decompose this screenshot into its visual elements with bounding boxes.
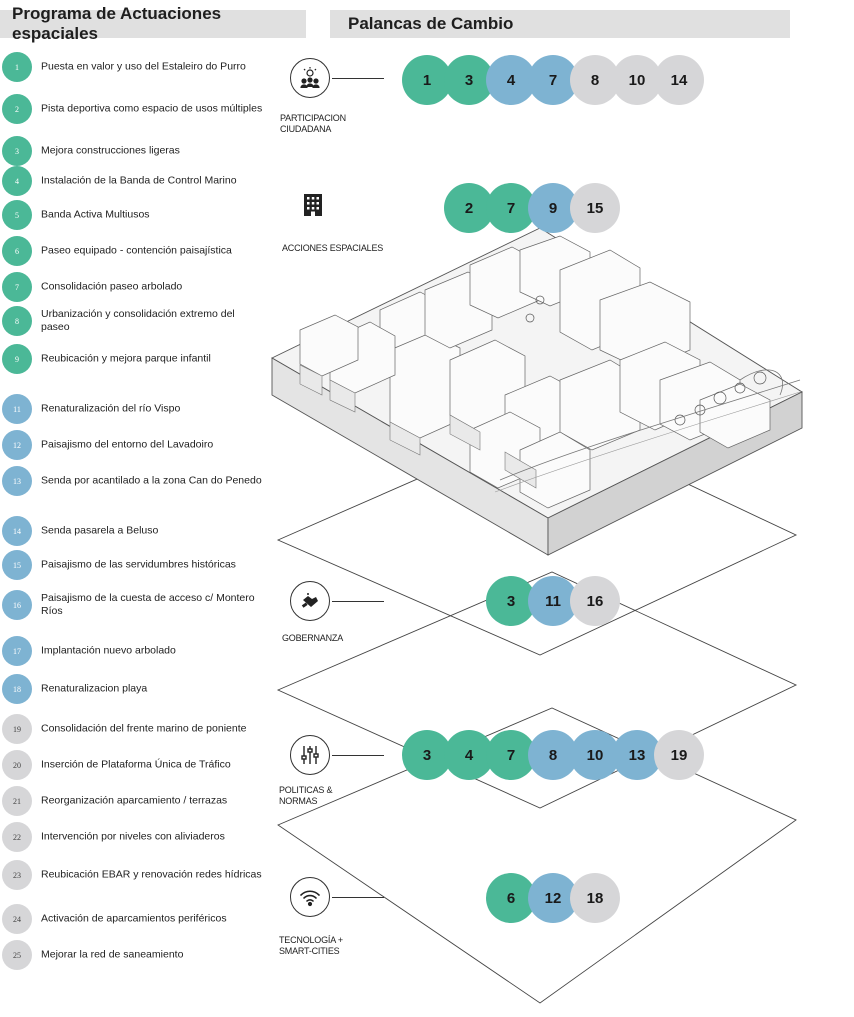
programa-item-label: Senda por acantilado a la zona Can do Penedo <box>41 474 262 487</box>
programa-number-badge: 6 <box>2 236 32 266</box>
lever-number-bubble: 2 <box>444 183 494 233</box>
programa-item <box>0 430 272 460</box>
lever-number-bubble: 16 <box>570 576 620 626</box>
lever-number-bubble: 3 <box>444 55 494 105</box>
programa-number-badge: 15 <box>2 550 32 580</box>
lever-number-bubble: 4 <box>444 730 494 780</box>
programa-number-badge: 5 <box>2 200 32 230</box>
programa-number-badge: 11 <box>2 394 32 424</box>
lever-number-bubble: 10 <box>612 55 662 105</box>
programa-item <box>0 272 272 302</box>
lever-connector <box>332 601 384 602</box>
wifi-icon <box>290 877 330 917</box>
programa-number-badge: 13 <box>2 466 32 496</box>
programa-item-label: Reubicación y mejora parque infantil <box>41 352 211 365</box>
programa-number-badge: 21 <box>2 786 32 816</box>
programa-number-badge: 4 <box>2 166 32 196</box>
building-icon <box>303 193 323 222</box>
acciones-label: ACCIONES ESPACIALES <box>282 243 384 253</box>
lever-number-bubble: 8 <box>570 55 620 105</box>
programa-item <box>0 52 272 82</box>
participation-icon <box>290 58 330 98</box>
lever-number-bubble: 9 <box>528 183 578 233</box>
politicas-label: POLITICAS & NORMAS <box>279 785 333 806</box>
programa-item <box>0 344 272 374</box>
programa-item <box>0 940 272 970</box>
programa-number-badge: 8 <box>2 306 32 336</box>
lever-number-bubble: 10 <box>570 730 620 780</box>
programa-item-label: Renaturalización del río Vispo <box>41 402 181 415</box>
programa-item <box>0 674 272 704</box>
programa-number-badge: 22 <box>2 822 32 852</box>
city-block-model <box>272 228 802 555</box>
programa-item <box>0 166 272 196</box>
programa-item-label: Senda pasarela a Beluso <box>41 524 159 537</box>
programa-number-badge: 16 <box>2 590 32 620</box>
programa-item-label: Urbanización y consolidación extremo del paseo <box>41 308 235 333</box>
programa-header: Programa de Actuaciones espaciales <box>0 10 306 38</box>
programa-item-label: Mejora construcciones ligeras <box>41 144 180 157</box>
programa-item-label: Inserción de Plataforma Única de Tráfico <box>41 758 231 771</box>
lever-number-bubble: 11 <box>528 576 578 626</box>
programa-number-badge: 20 <box>2 750 32 780</box>
lever-number-bubble: 7 <box>486 183 536 233</box>
programa-item <box>0 590 272 620</box>
lever-number-bubble: 3 <box>486 576 536 626</box>
programa-number-badge: 7 <box>2 272 32 302</box>
programa-number-badge: 25 <box>2 940 32 970</box>
programa-item-label: Paisajismo de la cuesta de acceso c/ Montero Ríos <box>41 592 255 617</box>
programa-item <box>0 394 272 424</box>
lever-connector <box>332 897 384 898</box>
lever-number-bubble: 7 <box>528 55 578 105</box>
programa-item-label: Activación de aparcamientos periféricos <box>41 912 227 925</box>
programa-item <box>0 860 272 890</box>
programa-item <box>0 822 272 852</box>
programa-item <box>0 306 272 336</box>
programa-item <box>0 466 272 496</box>
programa-item-label: Consolidación paseo arbolado <box>41 280 183 293</box>
programa-item-label: Implantación nuevo arbolado <box>41 644 176 657</box>
lever-number-bubble: 7 <box>486 730 536 780</box>
lever-number-bubble: 1 <box>402 55 452 105</box>
lever-number-bubble: 13 <box>612 730 662 780</box>
programa-number-badge: 18 <box>2 674 32 704</box>
programa-item <box>0 550 272 580</box>
programa-item-label: Paisajismo del entorno del Lavadoiro <box>41 438 214 451</box>
programa-item-label: Paisajismo de las servidumbres históricas <box>41 558 236 571</box>
lever-connector <box>332 78 384 79</box>
programa-item-label: Paseo equipado - contención paisajística <box>41 244 232 257</box>
governance-icon <box>290 581 330 621</box>
participacion-label: PARTICIPACION CIUDADANA <box>280 113 346 134</box>
programa-item <box>0 750 272 780</box>
programa-item-label: Consolidación del frente marino de poniente <box>41 722 247 735</box>
programa-number-badge: 9 <box>2 344 32 374</box>
tecnologia-label: TECNOLOGÍA + SMART-CITIES <box>279 935 343 956</box>
lever-number-bubble: 15 <box>570 183 620 233</box>
programa-item <box>0 516 272 546</box>
programa-number-badge: 1 <box>2 52 32 82</box>
programa-item <box>0 786 272 816</box>
sliders-icon <box>290 735 330 775</box>
programa-number-badge: 19 <box>2 714 32 744</box>
programa-item-label: Reorganización aparcamiento / terrazas <box>41 794 228 807</box>
programa-number-badge: 12 <box>2 430 32 460</box>
gobernanza-label: GOBERNANZA <box>282 633 344 643</box>
programa-item <box>0 200 272 230</box>
programa-item-label: Puesta en valor y uso del Estaleiro do Purro <box>41 60 246 73</box>
lever-number-bubble: 12 <box>528 873 578 923</box>
lever-number-bubble: 3 <box>402 730 452 780</box>
lever-number-bubble: 8 <box>528 730 578 780</box>
programa-item <box>0 236 272 266</box>
lever-number-bubble: 4 <box>486 55 536 105</box>
programa-number-badge: 3 <box>2 136 32 166</box>
lever-connector <box>332 755 384 756</box>
programa-number-badge: 17 <box>2 636 32 666</box>
programa-number-badge: 14 <box>2 516 32 546</box>
programa-number-badge: 24 <box>2 904 32 934</box>
programa-item-label: Pista deportiva como espacio de usos múltiples <box>41 102 263 115</box>
lever-number-bubble: 18 <box>570 873 620 923</box>
programa-item-label: Reubicación EBAR y renovación redes hídricas <box>41 868 262 881</box>
programa-item <box>0 904 272 934</box>
programa-item <box>0 714 272 744</box>
programa-item <box>0 136 272 166</box>
programa-number-badge: 2 <box>2 94 32 124</box>
programa-item <box>0 636 272 666</box>
lever-number-bubble: 19 <box>654 730 704 780</box>
programa-item-label: Instalación de la Banda de Control Marino <box>41 174 237 187</box>
palancas-header: Palancas de Cambio <box>330 10 790 38</box>
programa-item-label: Renaturalizacion playa <box>41 682 148 695</box>
programa-number-badge: 23 <box>2 860 32 890</box>
programa-item <box>0 94 272 124</box>
programa-item-label: Banda Activa Multiusos <box>41 208 150 221</box>
lever-number-bubble: 14 <box>654 55 704 105</box>
programa-item-label: Intervención por niveles con aliviaderos <box>41 830 225 843</box>
programa-item-label: Mejorar la red de saneamiento <box>41 948 184 961</box>
lever-number-bubble: 6 <box>486 873 536 923</box>
